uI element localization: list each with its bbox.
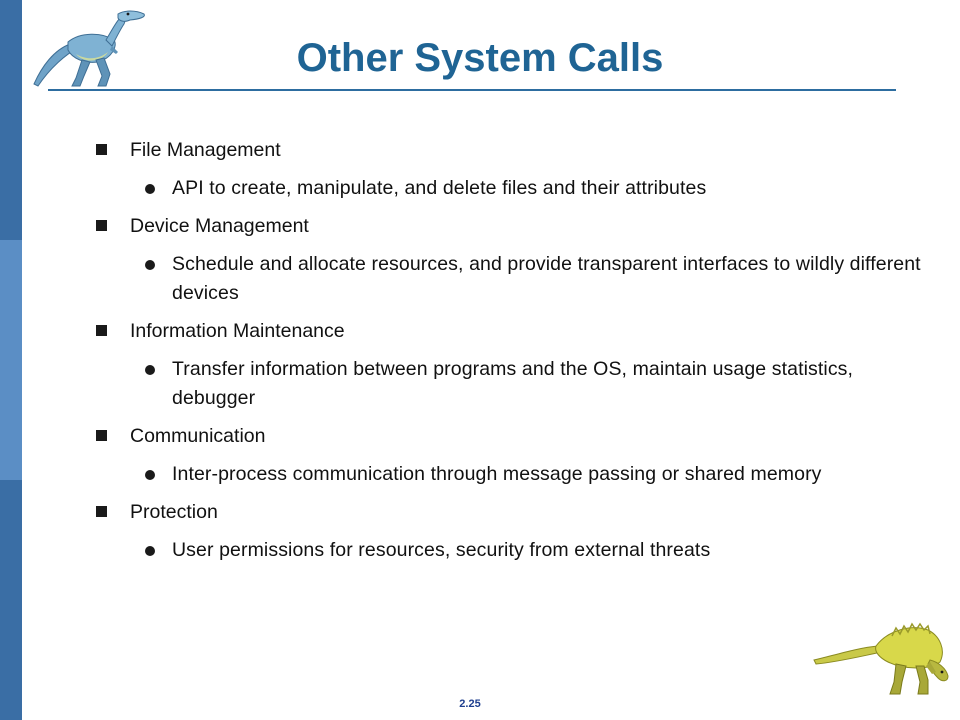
sub-bullet-text: Inter-process communication through message passing or shared memory <box>172 463 822 485</box>
square-bullet-icon <box>96 325 107 336</box>
sub-bullet-item <box>137 355 935 413</box>
square-bullet-icon <box>96 144 107 155</box>
section-heading-file-management <box>95 136 935 165</box>
square-bullet-icon <box>96 220 107 231</box>
round-bullet-icon <box>145 470 155 480</box>
sub-bullet-text: Schedule and allocate resources, and provide transparent interfaces to wildly different devices <box>172 253 921 304</box>
sub-bullet-text: User permissions for resources, security from external threats <box>172 539 711 561</box>
left-bar-bottom-segment <box>0 480 22 720</box>
sub-bullet-item <box>137 536 935 565</box>
round-bullet-icon <box>145 184 155 194</box>
section-heading-device-management <box>95 212 935 241</box>
section-heading-text: Protection <box>130 501 218 523</box>
bullet-list <box>95 136 935 574</box>
left-color-bar <box>0 0 22 720</box>
page-number: 2.25 <box>459 698 481 710</box>
sub-bullet-text: API to create, manipulate, and delete files and their attributes <box>172 177 707 199</box>
round-bullet-icon <box>145 260 155 270</box>
section-heading-text: Information Maintenance <box>130 320 345 342</box>
section-heading-protection <box>95 498 935 527</box>
sub-bullet-text: Transfer information between programs and the OS, maintain usage statistics, debugger <box>172 358 854 409</box>
section-heading-information-maintenance <box>95 317 935 346</box>
sub-bullet-item <box>137 250 935 308</box>
slide-title: Other System Calls <box>296 36 664 80</box>
section-heading-text: File Management <box>130 139 281 161</box>
sub-bullet-item <box>137 460 935 489</box>
dinosaur-illustration-bottom-right <box>812 616 960 696</box>
section-heading-communication <box>95 422 935 451</box>
section-heading-text: Device Management <box>130 215 309 237</box>
title-underline <box>48 89 896 91</box>
section-heading-text: Communication <box>130 425 266 447</box>
sub-bullet-item <box>137 174 935 203</box>
round-bullet-icon <box>145 365 155 375</box>
square-bullet-icon <box>96 430 107 441</box>
left-bar-middle-segment <box>0 240 22 480</box>
square-bullet-icon <box>96 506 107 517</box>
round-bullet-icon <box>145 546 155 556</box>
